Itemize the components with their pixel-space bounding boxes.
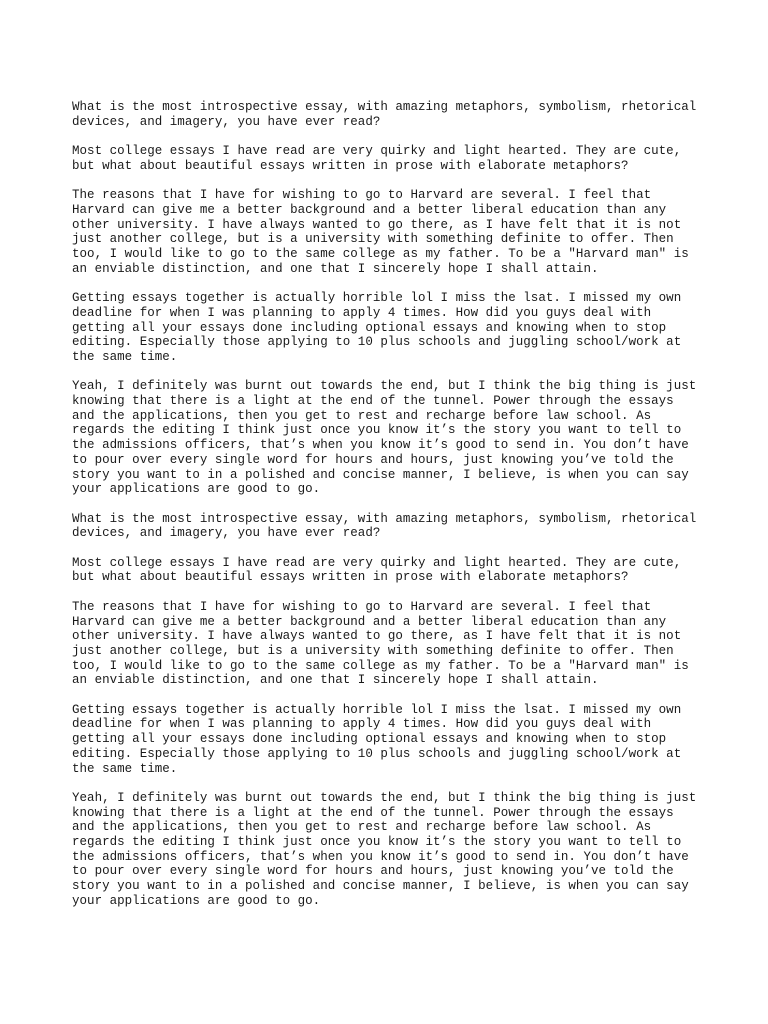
paragraph-burnt-out-reply-repeat: Yeah, I definitely was burnt out towards the end, but I think the big thing is just knowing that there is a light at the end of the tunnel. Power through the essays and the applications, then you get to rest and recharge before law school. As regards the editing I think just once you know it’s the story you want to tell to the admissions officers, that’s when you know it’s good to send in. You don’t have to pour over every single word for hours and hours, just knowing you’ve told the story you want to in a polished and concise manner, I believe, is when you can say your applications are good to go.: [72, 790, 697, 908]
paragraph-burnt-out-reply: Yeah, I definitely was burnt out towards the end, but I think the big thing is just knowing that there is a light at the end of the tunnel. Power through the essays and the applications, then you get to rest and recharge before law school. As regards the editing I think just once you know it’s the story you want to tell to the admissions officers, that’s when you know it’s good to send in. You don’t have to pour over every single word for hours and hours, just knowing you’ve told the story you want to in a polished and concise manner, I believe, is when you can say your applications are good to go.: [72, 379, 697, 497]
paragraph-getting-essays: Getting essays together is actually horrible lol I miss the lsat. I missed my own deadline for when I was planning to apply 4 times. How did you guys deal with getting all your essays done including optional essays and knowing when to stop editing. Especially those applying to 10 plus schools and juggling school/work at the same time.: [72, 291, 682, 364]
paragraph-getting-essays-repeat: Getting essays together is actually horrible lol I miss the lsat. I missed my own deadline for when I was planning to apply 4 times. How did you guys deal with getting all your essays done including optional essays and knowing when to stop editing. Especially those applying to 10 plus schools and juggling school/work at the same time.: [72, 702, 682, 776]
paragraph-question-repeat: What is the most introspective essay, with amazing metaphors, symbolism, rhetorical devices, and imagery, you have ever read?: [72, 511, 697, 541]
paragraph-question: What is the most introspective essay, with amazing metaphors, symbolism, rhetorical devices, and imagery, you have ever read?: [72, 100, 697, 129]
paragraph-college-essays: Most college essays I have read are very quirky and light hearted. They are cute, but what about beautiful essays written in prose with elaborate metaphors?: [72, 144, 682, 173]
paragraph-harvard-reasons-repeat: The reasons that I have for wishing to go to Harvard are several. I feel that Harvard can give me a better background and a better liberal education than any other university. I have always wanted to go there, as I have felt that it is not just another college, but is a university with something definite to offer. Then too, I would like to go to the same college as my father. To be a "Harvard man" is an enviable distinction, and one that I sincerely hope I shall attain.: [72, 599, 689, 688]
paragraph-college-essays-repeat: Most college essays I have read are very quirky and light hearted. They are cute, but what about beautiful essays written in prose with elaborate metaphors?: [72, 555, 682, 585]
paragraph-harvard-reasons: The reasons that I have for wishing to go to Harvard are several. I feel that Harvard can give me a better background and a better liberal education than any other university. I have always wanted to go there, as I have felt that it is not just another college, but is a university with something definite to offer. Then too, I would like to go to the same college as my father. To be a "Harvard man" is an enviable distinction, and one that I sincerely hope I shall attain.: [72, 188, 689, 276]
document-page: [72, 100, 712, 923]
